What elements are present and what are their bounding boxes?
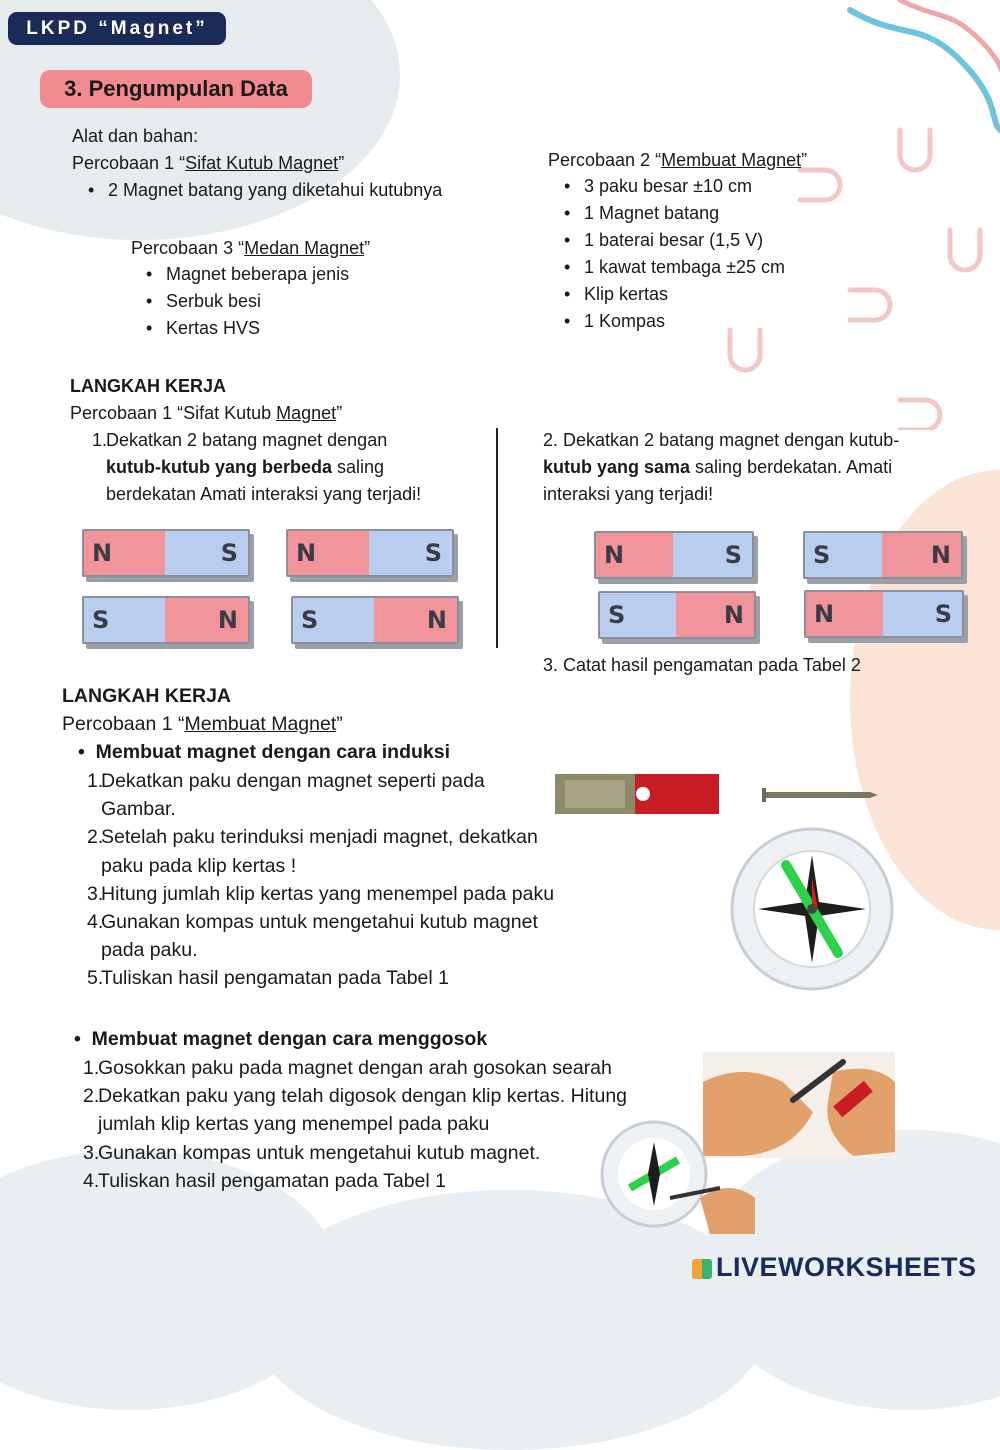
magnet-pole-s: S <box>293 598 374 642</box>
exp1-suffix: ” <box>338 153 345 173</box>
step-text: Hitung jumlah klip kertas yang menempel pada paku <box>101 882 555 905</box>
induksi-title: • Membuat magnet dengan cara induksi <box>78 741 450 763</box>
section-title: 3. Pengumpulan Data <box>40 70 312 108</box>
step1-line3: berdekatan Amati interaksi yang terjadi! <box>106 484 422 504</box>
step-number: 1. <box>87 770 104 792</box>
magnet-pole-s: S <box>883 592 962 636</box>
magnet-pole-s: S <box>165 531 248 575</box>
steps1-subtitle-name: Magnet <box>276 403 337 423</box>
magnet-pole-n: N <box>596 533 673 577</box>
exp2-list <box>564 173 785 335</box>
exp3-name: Medan Magnet <box>244 238 365 258</box>
bar-magnet <box>594 531 754 579</box>
magnet-pole-s: S <box>673 533 752 577</box>
steps2-subtitle <box>62 710 343 738</box>
steps1-subtitle-prefix: Percobaan 1 “Sifat Kutub <box>70 403 277 423</box>
bar-magnet <box>291 596 459 644</box>
list-item: • 1 baterai besar (1,5 V) <box>564 227 785 254</box>
exp1-name: Sifat Kutub Magnet <box>185 153 339 173</box>
compass-photo <box>726 825 898 993</box>
exp2-name: Membuat Magnet <box>661 150 802 170</box>
bar-magnet <box>804 590 964 638</box>
magnet-pole-n: N <box>165 598 248 642</box>
bar-magnet <box>598 591 756 639</box>
step-number: 5. <box>87 967 104 990</box>
step-number: 3. <box>87 882 104 905</box>
step-text: Tuliskan hasil pengamatan pada Tabel 1 <box>98 1169 446 1192</box>
step-text: pada paku. <box>101 939 198 962</box>
magnet-pole-n: N <box>676 593 754 637</box>
list-item: • Magnet beberapa jenis <box>146 261 349 288</box>
magnet-pole-s: S <box>600 593 676 637</box>
magnet-pole-s: S <box>84 598 165 642</box>
step2-bold: kutub yang sama <box>543 457 691 477</box>
step1-line2 <box>106 454 384 481</box>
magnet-pole-n: N <box>882 533 961 577</box>
bar-magnet <box>803 531 963 579</box>
list-item: • 1 Magnet batang <box>564 200 785 227</box>
step-text: paku pada klip kertas ! <box>101 854 297 877</box>
magnet-photo <box>555 770 721 818</box>
exp2-prefix: Percobaan 2 “ <box>548 150 662 170</box>
magnet-pole-n: N <box>374 598 457 642</box>
step1-line1: Dekatkan 2 batang magnet dengan <box>106 430 388 450</box>
list-item: • 1 kawat tembaga ±25 cm <box>564 254 785 281</box>
logo-text: LIVEWORKSHEETS <box>716 1252 977 1282</box>
list-item: • 3 paku besar ±10 cm <box>564 173 785 200</box>
materials-intro: Alat dan bahan: <box>72 126 199 146</box>
step-number: 3. <box>83 1141 100 1164</box>
exp1-prefix: Percobaan 1 “ <box>72 153 186 173</box>
step-number: 4. <box>83 1169 100 1192</box>
worksheet-tag: LKPD “Magnet” <box>8 12 226 45</box>
steps2-subtitle-suffix: ” <box>336 713 343 735</box>
step-text: jumlah klip kertas yang menempel pada paku <box>98 1113 490 1136</box>
list-item: • 1 Kompas <box>564 308 785 335</box>
magnet-pole-n: N <box>288 531 369 575</box>
logo-icon <box>692 1259 712 1279</box>
list-item: • Klip kertas <box>564 281 785 308</box>
magnet-pole-s: S <box>805 533 882 577</box>
list-item: • Kertas HVS <box>146 315 349 342</box>
step1-number: 1. <box>92 430 108 450</box>
steps2-heading: LANGKAH KERJA <box>62 685 232 707</box>
step2-line2 <box>543 454 892 481</box>
exp2-suffix: ” <box>801 150 808 170</box>
steps1-heading: LANGKAH KERJA <box>70 376 227 396</box>
step-text: Dekatkan paku yang telah digosok dengan klip kertas. Hitung <box>98 1085 628 1108</box>
exp3-prefix: Percobaan 3 “ <box>131 238 245 258</box>
step-number: 1. <box>83 1057 100 1079</box>
step-number: 4. <box>87 911 104 933</box>
liveworksheets-logo <box>692 1252 977 1283</box>
steps2-subtitle-prefix: Percobaan 1 “ <box>62 713 185 735</box>
step2-line3: interaksi yang terjadi! <box>543 484 714 504</box>
step-text: Tuliskan hasil pengamatan pada Tabel 1 <box>101 967 449 990</box>
step-text: Dekatkan paku dengan magnet seperti pada <box>101 770 485 792</box>
exp3-title <box>131 235 370 262</box>
list-item: • Serbuk besi <box>146 288 349 315</box>
step-text: Gambar. <box>101 798 176 821</box>
step3-text: 3. Catat hasil pengamatan pada Tabel 2 <box>543 655 861 675</box>
gosok-title: • Membuat magnet dengan cara menggosok <box>74 1028 488 1050</box>
step1-bold: kutub-kutub yang berbeda <box>106 457 333 477</box>
step1-line2-rest: saling <box>332 457 385 477</box>
gosok-title-text: Membuat magnet dengan cara menggosok <box>91 1028 488 1050</box>
steps2-subtitle-name: Membuat Magnet <box>184 713 337 735</box>
step-number: 2. <box>83 1085 100 1108</box>
bar-magnet <box>82 529 250 577</box>
exp2-title <box>548 147 807 174</box>
exp3-suffix: ” <box>364 238 371 258</box>
step2-line2-rest: saling berdekatan. Amati <box>690 457 893 477</box>
bar-magnet <box>82 596 250 644</box>
magnet-pole-n: N <box>806 592 883 636</box>
step-number: 2. <box>87 826 104 849</box>
exp3-list <box>146 261 349 342</box>
step-text: Gunakan kompas untuk mengetahui kutub magnet <box>101 911 538 933</box>
exp1-title <box>72 150 344 177</box>
compass-hand-photo <box>600 1118 760 1234</box>
magnet-pole-n: N <box>84 531 165 575</box>
step2-line1: 2. Dekatkan 2 batang magnet dengan kutub- <box>543 430 900 450</box>
steps1-subtitle-suffix: ” <box>336 403 343 423</box>
steps1-subtitle <box>70 400 342 427</box>
step-text: Setelah paku terinduksi menjadi magnet, dekatkan <box>101 826 538 849</box>
column-divider <box>496 428 498 648</box>
nail-photo <box>760 785 880 805</box>
magnet-pole-s: S <box>369 531 452 575</box>
exp1-list <box>88 177 442 204</box>
step-text: Gosokkan paku pada magnet dengan arah gosokan searah <box>98 1057 612 1079</box>
induksi-title-text: Membuat magnet dengan cara induksi <box>95 741 450 763</box>
list-item: • 2 Magnet batang yang diketahui kutubnya <box>88 177 442 204</box>
bar-magnet <box>286 529 454 577</box>
step-text: Gunakan kompas untuk mengetahui kutub magnet. <box>98 1141 541 1164</box>
